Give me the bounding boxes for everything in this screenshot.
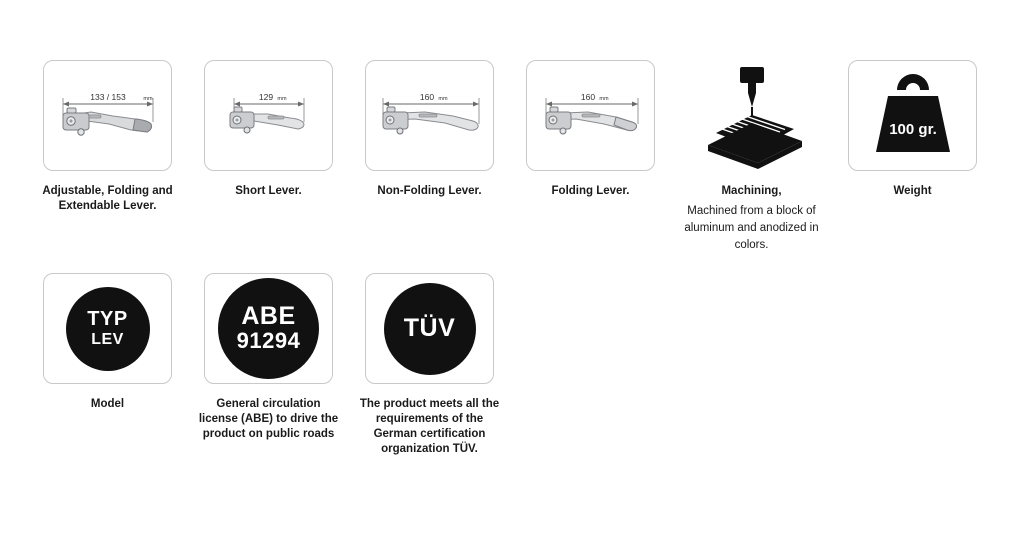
svg-text:160: 160 bbox=[419, 91, 434, 102]
abe-badge-line2: 91294 bbox=[236, 328, 301, 353]
feature-caption: General circulation license (ABE) to drive the product on public roads bbox=[198, 398, 339, 440]
abe-badge-line1: ABE bbox=[241, 302, 296, 330]
feature-item-tuv bbox=[359, 273, 500, 457]
feature-item-weight bbox=[847, 60, 978, 199]
svg-text:mm: mm bbox=[437, 95, 448, 102]
feature-caption: The product meets all the requirements of the German certification organization TÜV. bbox=[359, 398, 500, 455]
feature-caption: Adjustable, Folding and Extendable Lever. bbox=[42, 185, 173, 212]
feature-item-model bbox=[42, 273, 173, 412]
feature-caption: Non-Folding Lever. bbox=[377, 185, 482, 197]
feature-row-1 bbox=[42, 60, 1008, 254]
model-badge-circle bbox=[66, 287, 150, 371]
feature-subcaption: Machined from a block of aluminum and anodized in colors. bbox=[684, 205, 819, 251]
svg-text:mm: mm bbox=[142, 95, 153, 102]
lever-adjustable-folding-extendable-icon bbox=[43, 60, 172, 171]
model-badge-line2: LEV bbox=[91, 330, 124, 348]
feature-caption: Short Lever. bbox=[235, 185, 302, 197]
abe-badge-icon bbox=[204, 273, 333, 384]
feature-caption: Weight bbox=[893, 185, 932, 197]
lever-drawing bbox=[369, 66, 491, 166]
feature-item-abe bbox=[198, 273, 339, 442]
feature-item-folding-lever bbox=[525, 60, 656, 199]
svg-text:mm: mm bbox=[276, 95, 287, 102]
feature-item-adjustable-lever bbox=[42, 60, 173, 214]
weight-value: 100 gr. bbox=[888, 120, 937, 138]
svg-text:129: 129 bbox=[258, 91, 273, 102]
weight-drawing bbox=[858, 66, 968, 166]
feature-caption: Folding Lever. bbox=[551, 185, 630, 197]
model-badge-line1: TYP bbox=[87, 307, 128, 330]
lever-folding-icon bbox=[526, 60, 655, 171]
feature-item-machining bbox=[686, 60, 817, 254]
lever-short-icon bbox=[204, 60, 333, 171]
lever-non-folding-icon bbox=[365, 60, 494, 171]
svg-text:mm: mm bbox=[598, 95, 609, 102]
feature-caption: Model bbox=[90, 398, 125, 410]
cnc-machining-icon bbox=[687, 60, 816, 171]
lever-drawing bbox=[530, 66, 652, 166]
feature-item-short-lever bbox=[203, 60, 334, 199]
tuv-badge-circle bbox=[384, 283, 476, 375]
tuv-badge-icon bbox=[365, 273, 494, 384]
abe-badge-circle bbox=[218, 278, 319, 379]
svg-text:133 / 153: 133 / 153 bbox=[89, 91, 126, 102]
cnc-machine-drawing bbox=[694, 63, 810, 169]
weight-icon bbox=[848, 60, 977, 171]
tuv-badge-line1: TÜV bbox=[403, 314, 456, 342]
model-badge-icon bbox=[43, 273, 172, 384]
feature-row-2 bbox=[42, 273, 525, 457]
lever-drawing bbox=[208, 66, 330, 166]
feature-caption: Machining, bbox=[721, 185, 782, 197]
feature-item-non-folding-lever bbox=[364, 60, 495, 199]
lever-drawing bbox=[47, 66, 169, 166]
svg-text:160: 160 bbox=[580, 91, 595, 102]
